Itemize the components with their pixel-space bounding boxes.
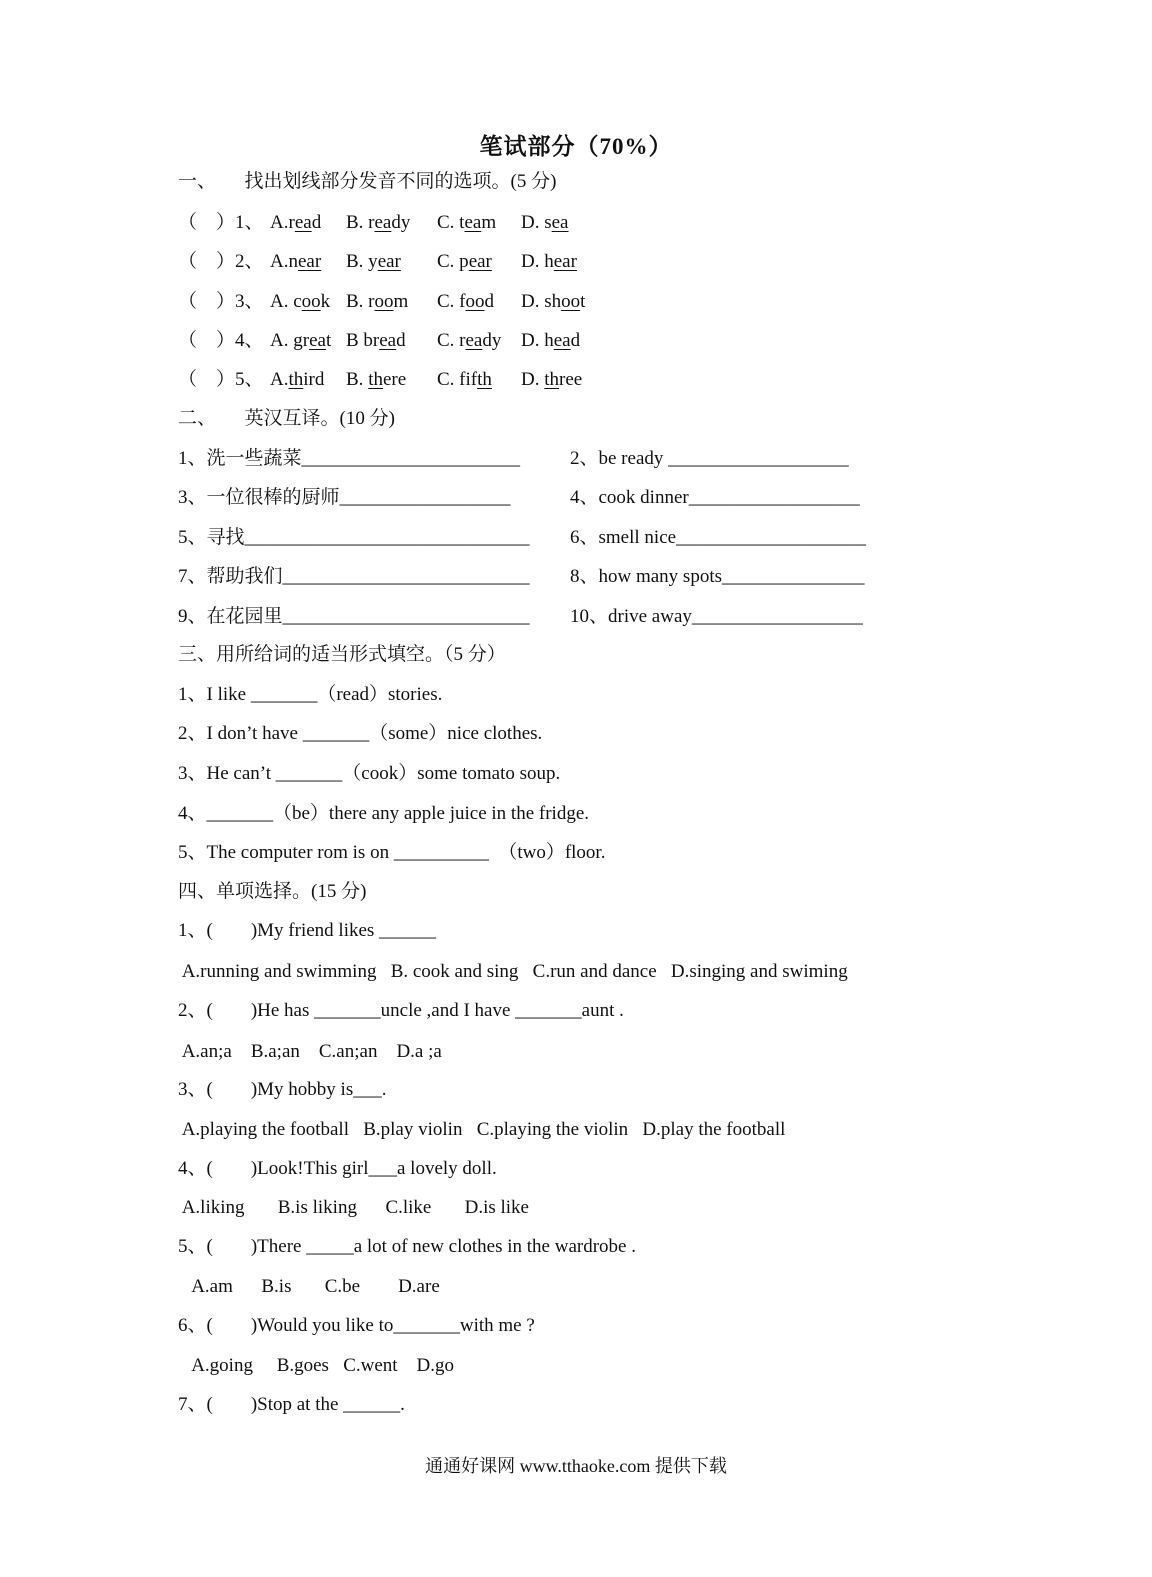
section3-item-4: 4、_______（be）there any apple juice in the fridge. <box>178 803 590 824</box>
phonics-option <box>437 368 492 392</box>
underlined-letters: ear <box>468 251 492 272</box>
underlined-letters: th <box>368 369 383 390</box>
option-text-end: dy <box>391 212 411 233</box>
option-text-start: B. r <box>346 212 375 233</box>
footer-credit: 通通好课网 www.tthaoke.com 提供下载 <box>425 1456 727 1476</box>
option-text-start: A. <box>270 369 289 390</box>
section4-question-3: 3、( )My hobby is___. <box>178 1079 387 1100</box>
underlined-letters: ea <box>465 330 483 351</box>
phonics-item-number: （ ）3、 <box>178 291 264 312</box>
phonics-option <box>437 250 492 274</box>
section3-item-1: 1、I like _______（read）stories. <box>178 684 443 705</box>
option-text-end: d <box>311 212 322 233</box>
option-text-start: C. p <box>437 251 469 272</box>
phonics-item <box>178 329 978 353</box>
section4-options-5: A.am B.is C.be D.are <box>178 1276 440 1297</box>
section4-question-4: 4、( )Look!This girl___a lovely doll. <box>178 1158 497 1179</box>
phonics-option <box>521 290 585 314</box>
translation-item-left: 5、寻找______________________________ <box>178 527 530 548</box>
option-text-end: m <box>481 212 497 233</box>
option-text-start: D. h <box>521 330 554 351</box>
section3-heading: 三、用所给词的适当形式填空。（5 分） <box>178 644 506 665</box>
phonics-option <box>270 290 330 314</box>
option-text-start: D. h <box>521 251 554 272</box>
option-text-start: D. s <box>521 212 552 233</box>
option-text-start: A. gr <box>270 330 310 351</box>
option-text-start: B. r <box>346 291 375 312</box>
section4-options-2: A.an;a B.a;an C.an;an D.a ;a <box>178 1041 442 1062</box>
phonics-option <box>521 368 582 392</box>
option-text-end: t <box>325 330 332 351</box>
translation-item-left: 3、一位很棒的厨师__________________ <box>178 487 511 508</box>
option-text-start: A.r <box>270 212 295 233</box>
phonics-item <box>178 290 978 314</box>
section4-question-2: 2、( )He has _______uncle ,and I have _______aunt . <box>178 1000 624 1021</box>
option-text-end: d <box>484 291 494 312</box>
option-text-end: d <box>570 330 581 351</box>
underlined-letters: ea <box>379 330 397 351</box>
translation-item-right: 8、how many spots_______________ <box>570 566 865 587</box>
phonics-option <box>346 250 401 274</box>
underlined-letters: ea <box>553 330 571 351</box>
underlined-letters: ea <box>464 212 482 233</box>
underlined-letters: ea <box>551 212 569 233</box>
phonics-option <box>270 250 321 274</box>
underlined-letters: ea <box>309 330 326 351</box>
underlined-letters: ear <box>297 251 322 272</box>
option-text-start: C. f <box>437 291 466 312</box>
option-text-end: m <box>393 291 409 312</box>
phonics-option <box>346 211 410 235</box>
section4-question-6: 6、( )Would you like to_______with me ? <box>178 1315 535 1336</box>
section4-options-1: A.running and swimming B. cook and sing C.run and dance D.singing and swiming <box>178 961 848 982</box>
option-text-end: ere <box>382 369 407 390</box>
phonics-item <box>178 368 978 392</box>
option-text-end: d <box>396 330 406 351</box>
translation-item-left: 7、帮助我们__________________________ <box>178 566 530 587</box>
underlined-letters: ea <box>294 212 312 233</box>
translation-item-left: 1、洗一些蔬菜_______________________ <box>178 448 521 469</box>
phonics-option <box>521 211 569 235</box>
phonics-option <box>521 329 580 353</box>
phonics-option <box>521 250 577 274</box>
option-text-start: C. r <box>437 330 466 351</box>
translation-item-right: 4、cook dinner__________________ <box>570 487 860 508</box>
translation-item-right: 10、drive away__________________ <box>570 606 863 627</box>
translation-item-right: 2、be ready ___________________ <box>570 448 849 469</box>
section3-item-2: 2、I don’t have _______（some）nice clothes. <box>178 723 543 744</box>
translation-item-left: 9、在花园里__________________________ <box>178 606 530 627</box>
underlined-letters: ear <box>377 251 401 272</box>
section4-question-1: 1、( )My friend likes ______ <box>178 920 437 941</box>
option-text-start: B. <box>346 369 369 390</box>
section4-question-7: 7、( )Stop at the ______. <box>178 1394 405 1415</box>
option-text-start: C. fif <box>437 369 478 390</box>
translation-item-right: 6、smell nice____________________ <box>570 527 867 548</box>
underlined-letters: ear <box>553 251 577 272</box>
underlined-letters: oo <box>374 291 394 312</box>
phonics-item <box>178 211 978 235</box>
underlined-letters: ea <box>374 212 392 233</box>
option-text-end: ird <box>303 369 325 390</box>
option-text-start: A. c <box>270 291 302 312</box>
option-text-start: B. y <box>346 251 378 272</box>
section3-item-3: 3、He can’t _______（cook）some tomato soup. <box>178 763 561 784</box>
phonics-option <box>437 290 494 314</box>
underlined-letters: oo <box>561 291 581 312</box>
phonics-option <box>346 290 408 314</box>
underlined-letters: th <box>477 369 492 390</box>
option-text-end: ree <box>559 369 583 390</box>
phonics-option <box>270 368 324 392</box>
section1-heading: 一、 找出划线部分发音不同的选项。(5 分) <box>178 171 557 192</box>
underlined-letters: oo <box>465 291 485 312</box>
option-text-start: A.n <box>270 251 298 272</box>
phonics-option <box>270 211 321 235</box>
option-text-start: B br <box>346 330 380 351</box>
page-title: 笔试部分（70%） <box>479 134 673 159</box>
underlined-letters: th <box>288 369 304 390</box>
option-text-end: t <box>580 291 586 312</box>
underlined-letters: oo <box>301 291 321 312</box>
section4-options-6: A.going B.goes C.went D.go <box>178 1355 455 1376</box>
option-text-start: D. sh <box>521 291 562 312</box>
phonics-option <box>437 211 496 235</box>
phonics-option <box>437 329 501 353</box>
section4-options-4: A.liking B.is liking C.like D.is like <box>178 1197 529 1218</box>
underlined-letters: th <box>544 369 560 390</box>
section3-item-5: 5、The computer rom is on __________ （two）floor. <box>178 842 606 863</box>
phonics-item <box>178 250 978 274</box>
phonics-item-number: （ ）2、 <box>178 251 264 272</box>
option-text-start: C. t <box>437 212 465 233</box>
phonics-option <box>346 329 406 353</box>
section2-heading: 二、 英汉互译。(10 分) <box>178 408 395 429</box>
section4-heading: 四、单项选择。(15 分) <box>178 881 367 902</box>
option-text-end: dy <box>482 330 502 351</box>
phonics-option <box>270 329 331 353</box>
section4-options-3: A.playing the football B.play violin C.playing the violin D.play the football <box>178 1119 786 1140</box>
option-text-start: D. <box>521 369 545 390</box>
phonics-item-number: （ ）4、 <box>178 330 264 351</box>
phonics-item-number: （ ）1、 <box>178 212 264 233</box>
phonics-option <box>346 368 406 392</box>
section4-question-5: 5、( )There _____a lot of new clothes in the wardrobe . <box>178 1236 636 1257</box>
phonics-item-number: （ ）5、 <box>178 369 264 390</box>
option-text-end: k <box>320 291 331 312</box>
